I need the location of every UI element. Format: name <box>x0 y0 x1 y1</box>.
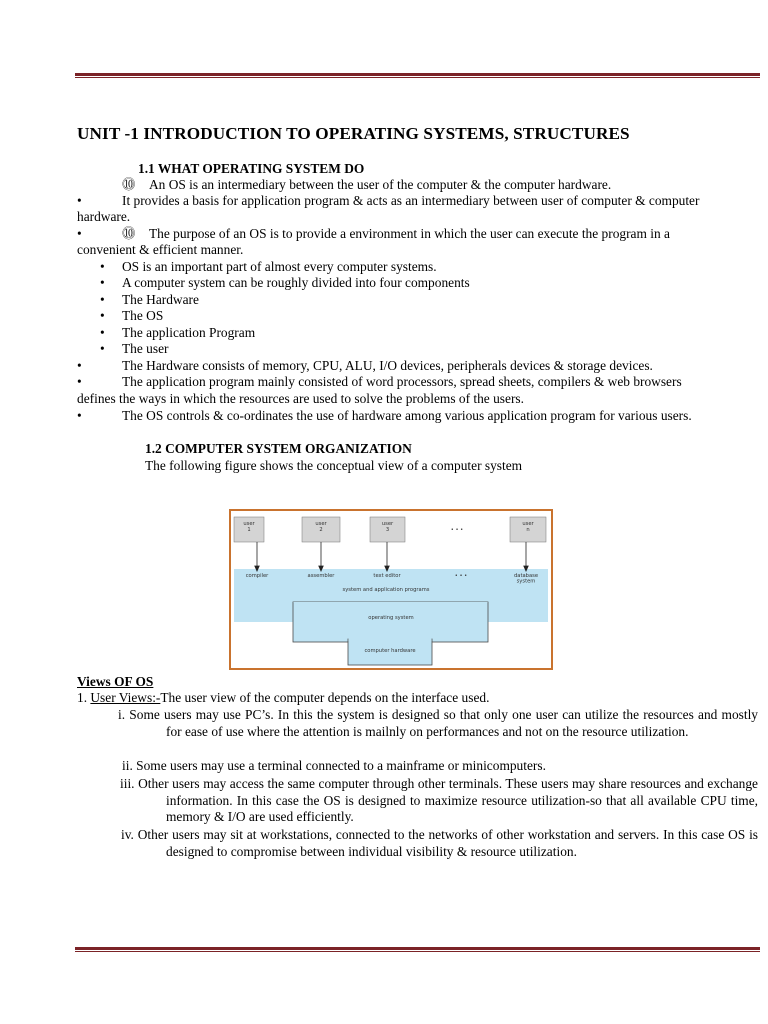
apps-ellipsis: • • • <box>454 573 468 579</box>
bullet: • <box>100 341 105 356</box>
user-view-item-2 <box>122 758 758 775</box>
bullet-item: The application Program <box>122 325 256 340</box>
paragraph-6: The OS controls & co-ordinates the use of hardware among various application program for various users. <box>122 408 692 423</box>
item-text: Some users may use a terminal connected to a mainframe or minicomputers. <box>136 758 546 773</box>
header-rule <box>75 73 760 78</box>
paragraph-5-line-2: defines the ways in which the resources are used to solve the problems of the users. <box>77 391 524 406</box>
user-n-label: user n <box>522 521 534 533</box>
database-system-label: database system <box>513 573 539 585</box>
paragraph-2-line-2: hardware. <box>77 209 131 224</box>
paragraph-5-line-1: The application program mainly consisted of word processors, spread sheets, compilers & web browsers <box>122 374 682 389</box>
user-view-item-1 <box>118 707 758 740</box>
user-arrows <box>255 542 528 571</box>
bullet: • <box>77 193 82 208</box>
computer-system-figure <box>229 509 553 670</box>
bullet-item: OS is an important part of almost every computer systems. <box>122 259 437 274</box>
paragraph-marker: ⓾ <box>122 177 136 192</box>
operating-system-box <box>293 602 488 642</box>
system-programs-label: system and application programs <box>342 587 430 593</box>
users-ellipsis: • • • <box>450 527 464 533</box>
list-number: 1. <box>77 690 91 705</box>
user-views-text: The user view of the computer depends on the interface used. <box>160 690 490 705</box>
item-number: ii. <box>122 758 133 773</box>
bullet-item: The user <box>122 341 169 356</box>
bullet: • <box>100 308 105 323</box>
user-1-label: user 1 <box>243 521 255 533</box>
paragraph-2-line-1: It provides a basis for application program & acts as an intermediary between user of computer & computer <box>122 193 700 208</box>
page-title: UNIT -1 INTRODUCTION TO OPERATING SYSTEMS, STRUCTURES <box>77 124 630 143</box>
bullet-item: A computer system can be roughly divided into four components <box>122 275 470 290</box>
user-2-label: user 2 <box>315 521 327 533</box>
paragraph-3-line-2: convenient & efficient manner. <box>77 242 244 257</box>
item-number: i. <box>118 707 126 722</box>
paragraph-4: The Hardware consists of memory, CPU, ALU, I/O devices, peripherals devices & storage devices. <box>122 358 653 373</box>
bullet: • <box>100 275 105 290</box>
item-text: Other users may sit at workstations, connected to the networks of other workstation and servers. In this case OS is designed to compromise between individual visibility & resource utilization. <box>137 827 758 859</box>
user-3-label: user 3 <box>381 521 394 533</box>
bullet: • <box>100 259 105 274</box>
user-views-label: User Views:- <box>90 690 161 705</box>
paragraph-1: An OS is an intermediary between the user of the computer & the computer hardware. <box>149 177 612 192</box>
compiler-label: compiler <box>245 573 269 579</box>
bullet: • <box>100 325 105 340</box>
bullet: • <box>100 292 105 307</box>
paragraph-3-line-1: The purpose of an OS is to provide a environment in which the user can execute the program in a <box>149 226 670 241</box>
footer-rule <box>75 947 760 952</box>
bullet: • <box>77 226 82 241</box>
user-view-item-4 <box>121 827 758 860</box>
paragraph-marker: ⓾ <box>122 226 136 241</box>
bullet-item: The Hardware <box>122 292 199 307</box>
band-overlap <box>293 602 487 603</box>
user-views-line <box>77 690 489 707</box>
bullet: • <box>77 408 82 423</box>
figure-intro: The following figure shows the conceptual view of a computer system <box>145 458 523 473</box>
bullet: • <box>77 358 82 373</box>
user-view-item-3 <box>120 776 758 826</box>
operating-system-label: operating system <box>368 615 414 621</box>
assembler-label: assembler <box>307 573 335 579</box>
item-text: Some users may use PC’s. In this the system is designed so that only one user can utilize the resources and mostly for ease of use where the attention is mailnly on performances and not on the resource utilization. <box>129 707 758 739</box>
views-heading: Views OF OS <box>77 674 154 689</box>
item-number: iv. <box>121 827 134 842</box>
computer-system-diagram <box>231 511 551 668</box>
bullet: • <box>77 374 82 389</box>
section-heading-1: 1.1 WHAT OPERATING SYSTEM DO <box>138 161 365 176</box>
band-overlap <box>348 638 431 641</box>
computer-hardware-label: computer hardware <box>364 648 416 654</box>
text-editor-label: text editor <box>373 573 401 579</box>
item-text: Other users may access the same computer through other terminals. These users may share resources and exchange information. In this case the OS is designed to maximize resource utilization-so that all available CPU time, memory & I/O are used efficiently. <box>138 776 758 825</box>
item-number: iii. <box>120 776 135 791</box>
section-heading-2: 1.2 COMPUTER SYSTEM ORGANIZATION <box>145 441 412 456</box>
bullet-item: The OS <box>122 308 164 323</box>
